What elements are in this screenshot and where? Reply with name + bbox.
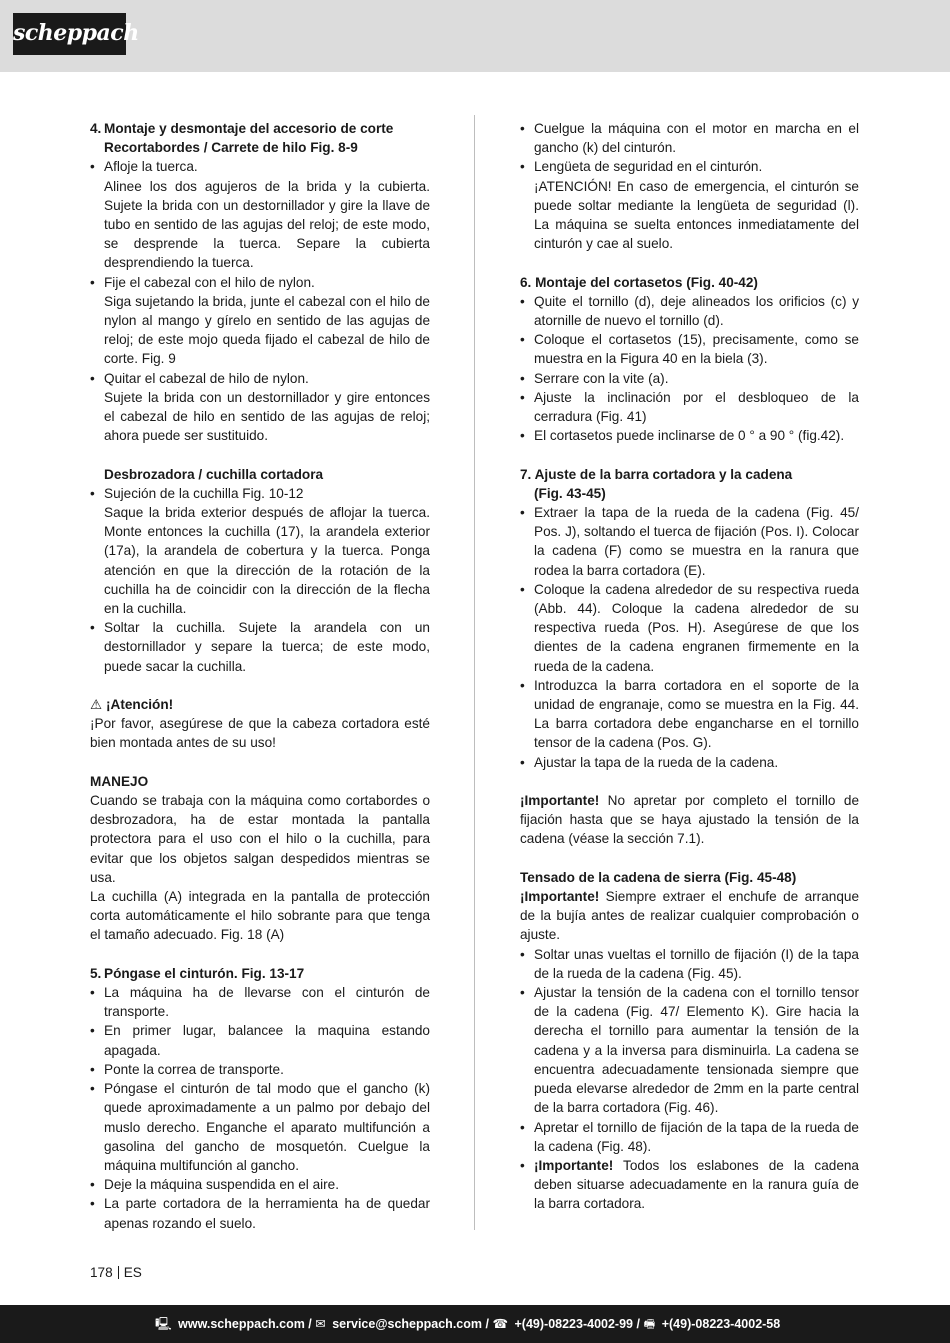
column-divider	[474, 115, 475, 1230]
list-item: • Lengüeta de seguridad en el cinturón. ¡ATENCIÓN! En caso de emergencia, el cinturón se puede soltar mediante la lengüeta de seguridad (l). La máquina se suelta entonces inmediatamente del cinturón y cae al suelo.	[520, 157, 859, 253]
continued-list	[520, 119, 859, 253]
manejo-paragraph-1: Cuando se trabaja con la máquina como cortabordes o desbrozadora, ha de estar montada la pantalla protectora para el uso con el hilo o la cuchilla, para evitar que los objetos salgan despedidos mientras se usa.	[90, 793, 430, 885]
section-4-heading: 4. Montaje y desmontaje del accesorio de corte Recortabordes / Carrete de hilo Fig. 8-9	[90, 119, 430, 157]
list-item: • La máquina ha de llevarse con el cinturón de transporte.	[90, 983, 430, 1021]
list-item: • Extraer la tapa de la rueda de la cadena (Fig. 45/ Pos. J), soltando el tuerca de fijación (Pos. I). Colocar la cadena (F) como se muestra en la ranura que rodea la barra cortadora (E).	[520, 503, 859, 580]
left-column	[90, 119, 430, 1233]
section-7-heading: 7. Ajuste de la barra cortadora y la cadena (Fig. 43-45)	[520, 466, 793, 501]
list-item: • ¡Importante! Todos los eslabones de la cadena deben situarse adecuadamente en la ranura guía de la barra cortadora.	[520, 1156, 859, 1214]
footer-fax: +(49)-08223-4002-58	[661, 1317, 781, 1331]
list-item: • Ajustar la tapa de la rueda de la cadena.	[520, 753, 859, 772]
section-5-list	[90, 983, 430, 1233]
computer-icon: 🖳	[155, 1317, 172, 1331]
mail-icon: ✉	[315, 1317, 326, 1331]
manejo-paragraph-2: La cuchilla (A) integrada en la pantalla de protección corta automáticamente el hilo sobrante para que tenga el tamaño adecuado. Fig. 18 (A)	[90, 889, 430, 943]
section-4-title-line2: Recortabordes / Carrete de hilo Fig. 8-9	[104, 140, 358, 156]
tensado-importante: ¡Importante! Siempre extraer el enchufe de arranque de la bujía antes de realizar cualquier comprobación o ajuste.	[520, 889, 859, 943]
footer-website[interactable]: www.scheppach.com /	[178, 1317, 312, 1331]
list-item: • Ajuste la inclinación por el desbloqueo de la cerradura (Fig. 41)	[520, 388, 859, 426]
list-item: • Coloque la cadena alrededor de su respectiva rueda (Abb. 44). Coloque la cadena alrededor de su respectiva rueda (Pos. H). Asegúrese de que los dientes de la cadena engranen firmemente en la rueda de la cadena.	[520, 580, 859, 676]
list-item: • Ajustar la tensión de la cadena con el tornillo tensor de la cadena (Fig. 47/ Elemento K). Gire hacia la derecha el tornillo para aumentar la tensión de la cadena y a la inversa para disminuirla. La cadena se encuentra adecuadamente tensionada siempre que pueda elevarse alrededor de 2mm en la parte central de la barra cortadora (Fig. 46).	[520, 983, 859, 1117]
list-item: • Quitar el cabezal de hilo de nylon. Sujete la brida con un destornillador y gire entonces el cabezal de hilo en sentido de las agujas de reloj; ahora puede ser sustituido.	[90, 369, 430, 446]
list-item: • Ponte la correa de transporte.	[90, 1060, 430, 1079]
desbrozadora-heading: Desbrozadora / cuchilla cortadora	[104, 466, 324, 482]
list-item: • Serrare con la vite (a).	[520, 369, 859, 388]
desbrozadora-list	[90, 484, 430, 676]
list-item: • Póngase el cinturón de tal modo que el gancho (k) quede aproximadamente a un palmo por debajo del muslo derecho. Enganche el aparato multifunción a gasolina del gancho de mosquetón. Cuelgue la máquina multifunción al gancho.	[90, 1079, 430, 1175]
section-6-list	[520, 292, 859, 446]
list-item: • Cuelgue la máquina con el motor en marcha en el gancho (k) del cinturón.	[520, 119, 859, 157]
list-item: • Soltar unas vueltas el tornillo de fijación (I) de la tapa de la rueda de la cadena (Fig. 45).	[520, 945, 859, 983]
right-column	[520, 119, 859, 1214]
list-item: • Fije el cabezal con el hilo de nylon. Siga sujetando la brida, junte el cabezal con el hilo de nylon al mango y gírelo en sentido de las agujas de reloj; de este mojo queda fijado el cabezal de hilo de corte. Fig. 9	[90, 273, 430, 369]
tensado-list	[520, 945, 859, 1214]
header-bar	[0, 0, 950, 72]
section-5-heading: 5. Póngase el cinturón. Fig. 13-17	[90, 965, 305, 981]
section-4-list	[90, 157, 430, 445]
list-item: • Coloque el cortasetos (15), precisamente, como se muestra en la Figura 40 en la biela (3).	[520, 330, 859, 368]
list-item: • Deje la máquina suspendida en el aire.	[90, 1175, 430, 1194]
list-item: • Soltar la cuchilla. Sujete la arandela con un destornillador y separe la tuerca; de este modo, puede sacar la cuchilla.	[90, 618, 430, 676]
fax-icon: 🖷	[643, 1317, 656, 1331]
phone-icon: ☎	[492, 1317, 509, 1331]
scheppach-logo: scheppach	[13, 13, 126, 55]
list-item: • La parte cortadora de la herramienta ha de quedar apenas rozando el suelo.	[90, 1194, 430, 1232]
footer-phone: +(49)-08223-4002-99 /	[514, 1317, 640, 1331]
list-item: • Introduzca la barra cortadora en el soporte de la unidad de engranaje, como se muestra en la Fig. 44. La barra cortadora debe engancharse en el tornillo tensor de la cadena (Pos. G).	[520, 676, 859, 753]
warning-icon: ⚠	[90, 697, 103, 713]
list-item: • Apretar el tornillo de fijación de la tapa de la rueda de la cadena (Fig. 48).	[520, 1118, 859, 1156]
list-item: • El cortasetos puede inclinarse de 0 ° a 90 ° (fig.42).	[520, 426, 859, 445]
section-4-title-line1: Montaje y desmontaje del accesorio de corte	[104, 121, 394, 136]
list-item: • En primer lugar, balancee la maquina estando apagada.	[90, 1021, 430, 1059]
atencion-heading: ⚠ ¡Atención!	[90, 695, 430, 714]
tensado-heading: Tensado de la cadena de sierra (Fig. 45-48)	[520, 869, 797, 885]
section-7-list	[520, 503, 859, 772]
page-number: 178 ES	[90, 1265, 142, 1280]
manejo-heading: MANEJO	[90, 773, 149, 789]
section-6-heading: 6. Montaje del cortasetos (Fig. 40-42)	[520, 274, 758, 290]
importante-note: ¡Importante! No apretar por completo el tornillo de fijación hasta que se haya ajustado la tensión de la cadena (véase la sección 7.1).	[520, 793, 859, 847]
footer-bar	[0, 1305, 950, 1343]
footer-email[interactable]: service@scheppach.com /	[332, 1317, 489, 1331]
list-item: • Sujeción de la cuchilla Fig. 10-12 Saque la brida exterior después de aflojar la tuerca. Monte entonces la cuchilla (17), la arandela exterior (17a), la arandela de cobertura y la tuerca. Ponga atención en que la dirección de la rotación de la cuchilla ha de coincidir con la dirección de la flecha en la cuchilla.	[90, 484, 430, 618]
list-item: • Afloje la tuerca. Alinee los dos agujeros de la brida y la cubierta. Sujete la brida con un destornillador y gire la llave de tubo en sentido de las agujas del reloj; de este modo, se desprende la tuerca. Separe la cubierta desprendiendo la tuerca.	[90, 157, 430, 272]
atencion-text: ¡Por favor, asegúrese de que la cabeza cortadora esté bien montada antes de su uso!	[90, 716, 430, 751]
list-item: • Quite el tornillo (d), deje alineados los orificios (c) y atornille de nuevo el tornillo (d).	[520, 292, 859, 330]
